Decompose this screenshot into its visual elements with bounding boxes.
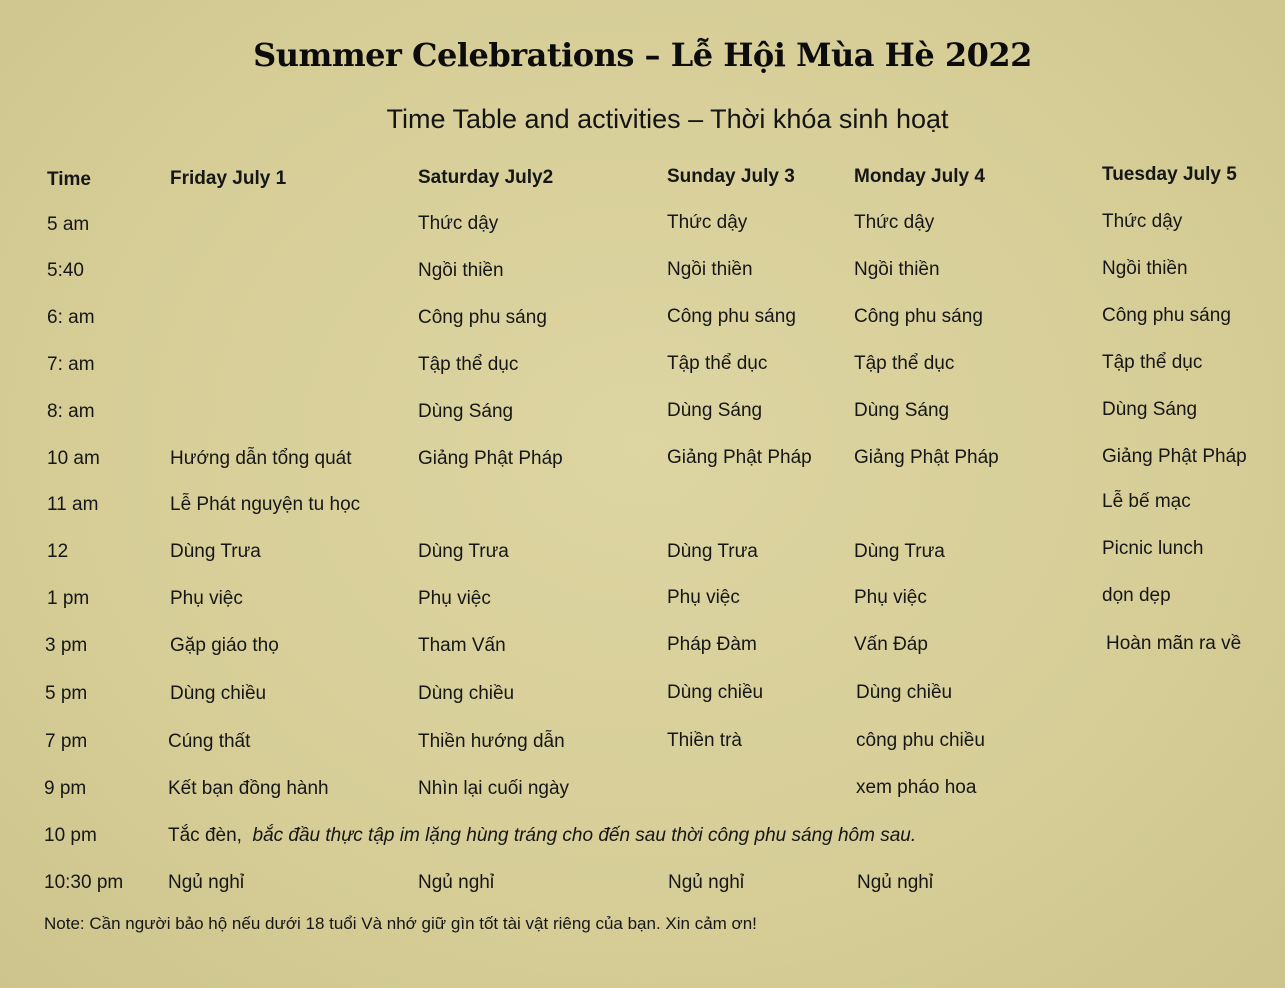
monday-cell: xem pháo hoa xyxy=(856,777,977,798)
table-row xyxy=(0,775,1285,805)
time-cell: 8: am xyxy=(47,401,95,422)
monday-cell: Dùng Trưa xyxy=(854,541,945,562)
sunday-cell: Dùng chiều xyxy=(667,682,764,703)
friday-cell: Dùng chiều xyxy=(170,683,267,704)
poster-subtitle: Time Table and activities – Thời khóa sinh hoạt xyxy=(386,104,949,134)
time-cell: 10 am xyxy=(47,448,100,469)
monday-cell: Vấn Đáp xyxy=(854,634,928,655)
header-sunday: Sunday July 3 xyxy=(667,166,795,187)
time-cell: 3 pm xyxy=(45,635,88,656)
saturday-cell: Ngủ nghỉ xyxy=(418,872,495,893)
friday-cell: Lễ Phát nguyện tu học xyxy=(170,494,361,515)
monday-cell: Dùng chiều xyxy=(856,682,953,703)
friday-cell: Cúng thất xyxy=(168,731,251,752)
monday-cell: công phu chiều xyxy=(856,730,985,751)
time-cell: 12 xyxy=(47,541,69,562)
lights-out-italic: bắc đầu thực tập im lặng hùng tráng cho đến sau thời công phu sáng hôm sau. xyxy=(252,825,917,846)
friday-cell: Dùng Trưa xyxy=(170,541,261,562)
saturday-cell: Thức dậy xyxy=(418,213,499,234)
time-cell: 6: am xyxy=(47,307,95,328)
table-row xyxy=(0,728,1285,758)
table-row xyxy=(0,585,1285,615)
sunday-cell: Thiền trà xyxy=(667,730,742,751)
sunday-cell: Tập thể dục xyxy=(667,353,768,374)
saturday-cell: Phụ việc xyxy=(418,588,491,609)
tuesday-cell: Picnic lunch xyxy=(1102,538,1204,559)
time-cell: 5:40 xyxy=(47,260,84,281)
saturday-cell: Dùng Trưa xyxy=(418,541,509,562)
sunday-cell: Phụ việc xyxy=(667,587,740,608)
monday-cell: Ngủ nghỉ xyxy=(857,872,934,893)
sunday-cell: Dùng Sáng xyxy=(667,400,763,421)
table-row xyxy=(0,632,1285,662)
tuesday-cell: Thức dậy xyxy=(1102,211,1183,232)
monday-cell: Ngồi thiền xyxy=(854,259,940,280)
time-cell: 5 am xyxy=(47,214,90,235)
sunday-cell: Pháp Đàm xyxy=(667,634,757,655)
table-row xyxy=(0,398,1285,428)
table-row xyxy=(0,351,1285,381)
table-row xyxy=(0,210,1285,240)
table-row xyxy=(0,491,1285,521)
monday-cell: Dùng Sáng xyxy=(854,400,950,421)
header-friday: Friday July 1 xyxy=(170,168,287,189)
friday-cell: Kết bạn đồng hành xyxy=(168,778,329,799)
tuesday-cell: Dùng Sáng xyxy=(1102,399,1198,420)
friday-cell: Hướng dẫn tổng quát xyxy=(170,448,352,469)
monday-cell: Thức dậy xyxy=(854,212,935,233)
time-cell: 5 pm xyxy=(45,683,88,704)
saturday-cell: Tham Vấn xyxy=(418,635,506,656)
poster-title: Summer Celebrations – Lễ Hội Mùa Hè 2022 xyxy=(253,36,1032,74)
sunday-cell: Dùng Trưa xyxy=(667,541,758,562)
time-cell: 9 pm xyxy=(44,778,87,799)
time-cell: 10:30 pm xyxy=(44,872,124,893)
monday-cell: Công phu sáng xyxy=(854,306,983,327)
saturday-cell: Công phu sáng xyxy=(418,307,547,328)
tuesday-cell: Hoàn mãn ra về xyxy=(1106,633,1242,654)
tuesday-cell: Công phu sáng xyxy=(1102,305,1231,326)
sunday-cell: Công phu sáng xyxy=(667,306,796,327)
header-tuesday: Tuesday July 5 xyxy=(1102,164,1237,185)
table-row xyxy=(0,869,1285,899)
friday-cell: Ngủ nghỉ xyxy=(168,872,245,893)
sunday-cell: Ngồi thiền xyxy=(667,259,753,280)
time-cell: 10 pm xyxy=(44,825,97,846)
monday-cell: Tập thể dục xyxy=(854,353,955,374)
saturday-cell: Dùng Sáng xyxy=(418,401,514,422)
saturday-cell: Giảng Phật Pháp xyxy=(418,448,563,469)
header-time: Time xyxy=(47,169,92,190)
lights-out-lead: Tắc đèn, xyxy=(168,825,242,846)
table-row-10pm xyxy=(0,822,1285,852)
tuesday-cell: Giảng Phật Pháp xyxy=(1102,446,1247,467)
friday-cell: Phụ việc xyxy=(170,588,243,609)
sunday-cell: Thức dậy xyxy=(667,212,748,233)
header-monday: Monday July 4 xyxy=(854,166,985,187)
tuesday-cell: Ngồi thiền xyxy=(1102,258,1188,279)
table-row xyxy=(0,304,1285,334)
monday-cell: Giảng Phật Pháp xyxy=(854,447,999,468)
table-row xyxy=(0,445,1285,475)
tuesday-cell: Lễ bế mạc xyxy=(1102,491,1191,512)
lights-out-note xyxy=(168,822,916,850)
saturday-cell: Thiền hướng dẫn xyxy=(418,731,565,752)
header-saturday: Saturday July2 xyxy=(418,167,554,188)
table-row xyxy=(0,538,1285,568)
tuesday-cell: Tập thể dục xyxy=(1102,352,1203,373)
sunday-cell: Ngủ nghỉ xyxy=(668,872,745,893)
saturday-cell: Dùng chiều xyxy=(418,683,515,704)
saturday-cell: Nhìn lại cuối ngày xyxy=(418,778,570,799)
tuesday-cell: dọn dẹp xyxy=(1102,585,1171,606)
time-cell: 7: am xyxy=(47,354,95,375)
saturday-cell: Ngồi thiền xyxy=(418,260,504,281)
table-row xyxy=(0,680,1285,710)
time-cell: 7 pm xyxy=(45,731,88,752)
table-header-row xyxy=(0,164,1285,194)
time-cell: 1 pm xyxy=(47,588,90,609)
table-row xyxy=(0,257,1285,287)
footer-note: Note: Cần người bảo hộ nếu dưới 18 tuổi Và nhớ giữ gìn tốt tài vật riêng của bạn. Xin cảm ơn! xyxy=(44,914,757,933)
sunday-cell: Giảng Phật Pháp xyxy=(667,447,812,468)
friday-cell: Gặp giáo thọ xyxy=(170,635,279,656)
time-cell: 11 am xyxy=(47,494,99,515)
monday-cell: Phụ việc xyxy=(854,587,927,608)
saturday-cell: Tập thể dục xyxy=(418,354,519,375)
